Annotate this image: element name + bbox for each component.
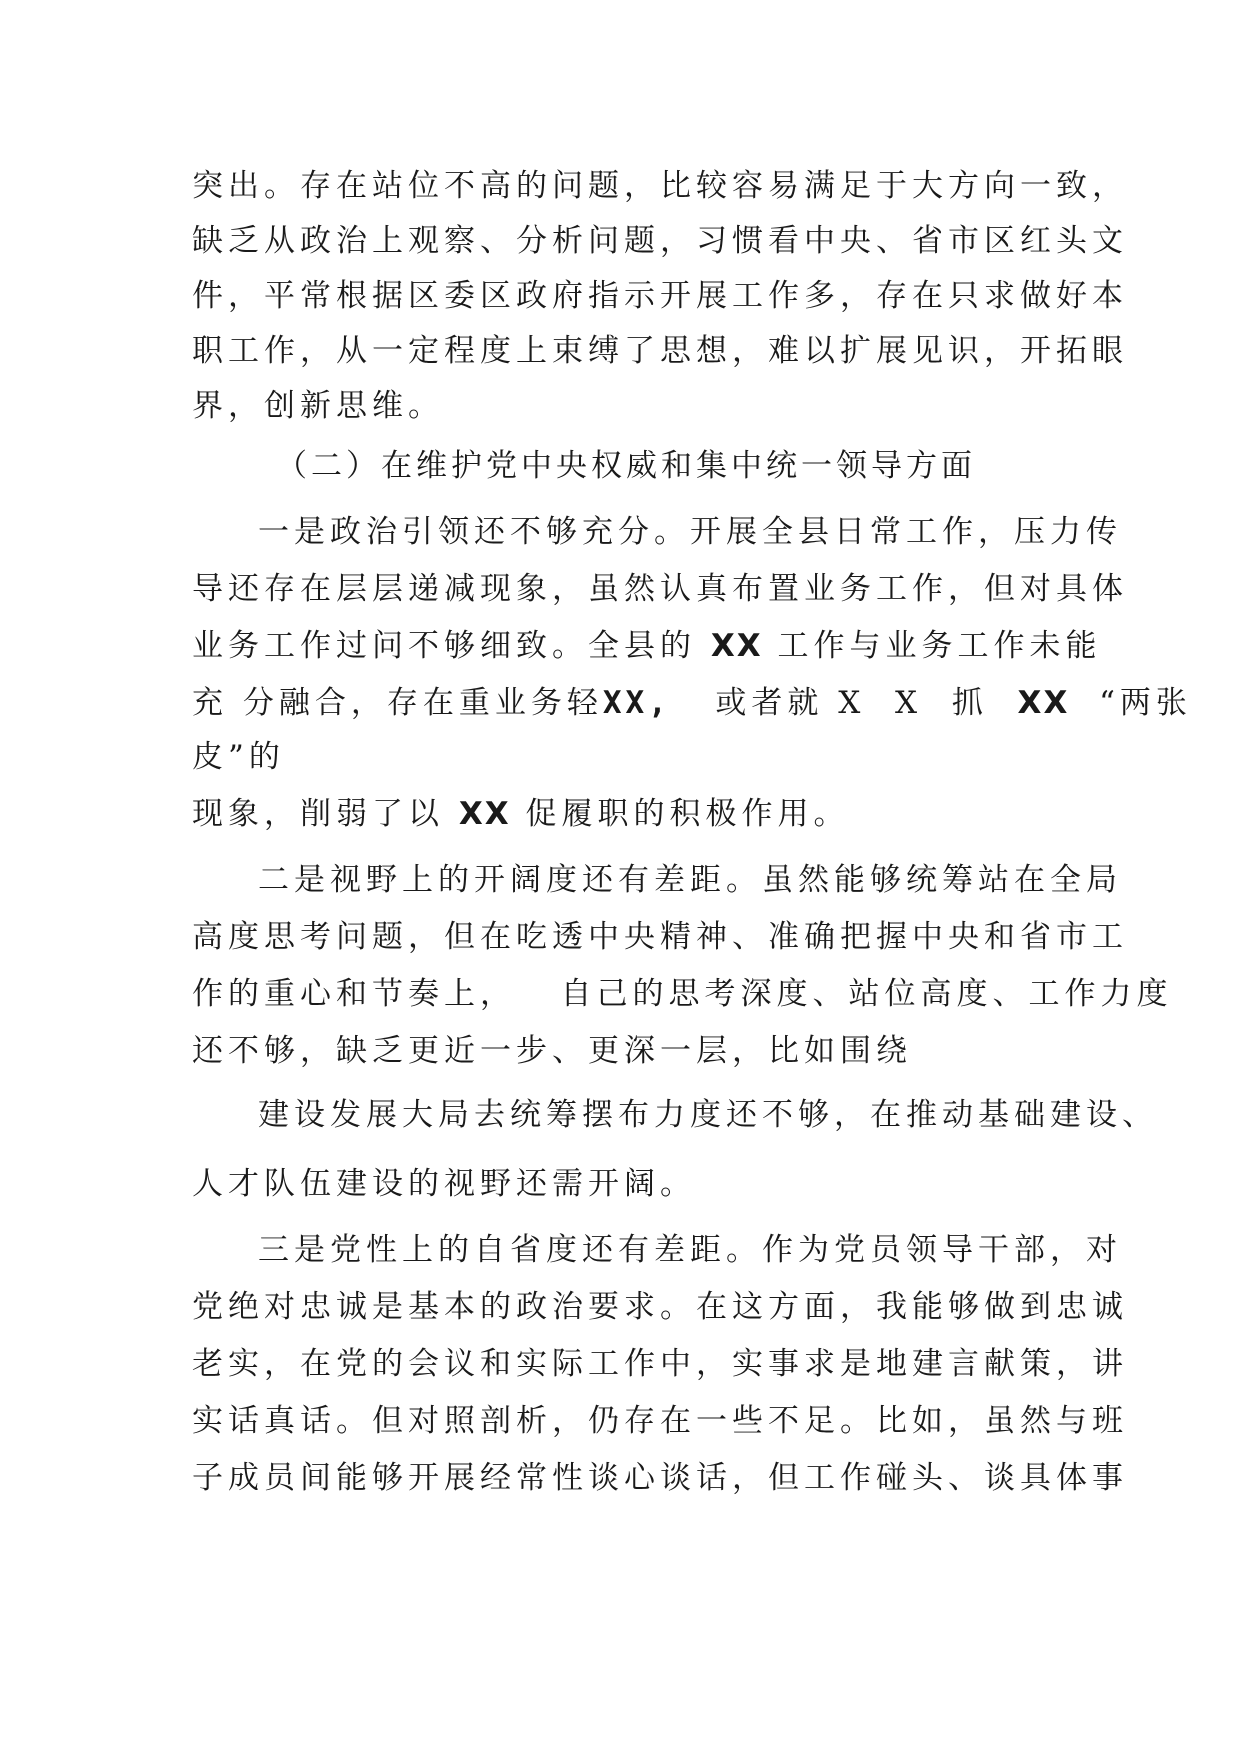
paragraph-2-line-1: 一是政治引领还不够充分。开展全县日常工作，压力传 [258,514,1122,550]
placeholder-xx: XX [458,796,511,832]
paragraph-2-line-5: 皮”的 [192,739,285,775]
paragraph-2-line-3 [192,626,1102,666]
paragraph-1-line-5: 界，创新思维。 [192,388,444,424]
paragraph-3-line-5: 建设发展大局去统筹摆布力度还不够，在推动基础建设、 [258,1097,1158,1133]
paragraph-1-line-1: 突出。存在站位不高的问题，比较容易满足于大方向一致， [192,168,1128,204]
paragraph-3-line-4: 还不够，缺乏更近一步、更深一层，比如围绕 [192,1033,912,1069]
paragraph-1-line-2: 缺乏从政治上观察、分析问题，习惯看中央、省市区红头文 [192,223,1128,259]
paragraph-4-line-3: 老实，在党的会议和实际工作中，实事求是地建言献策，讲 [192,1346,1128,1382]
paragraph-2-line-3-text-a: 业务工作过问不够细致。全县的 [192,628,711,664]
paragraph-2-line-4-text-c: 或者就 X X 抓 [670,685,1018,721]
paragraph-3-line-2: 高度思考问题，但在吃透中央精神、准确把握中央和省市工 [192,919,1128,955]
paragraph-4-line-2: 党绝对忠诚是基本的政治要求。在这方面，我能够做到忠诚 [192,1289,1128,1325]
paragraph-3-line-3: 作的重心和节奏上， 自己的思考深度、站位高度、工作力度 [192,976,1173,1012]
paragraph-1-line-3: 件，平常根据区委区政府指示开展工作多，存在只求做好本 [192,278,1128,314]
paragraph-4-line-1: 三是党性上的自省度还有差距。作为党员领导干部，对 [258,1232,1122,1268]
paragraph-2-line-4 [192,683,1192,723]
paragraph-2-line-6-text-c: 促履职的积极作用。 [510,796,850,832]
paragraph-2-line-3-text-c: 工作与业务工作未能 [762,628,1102,664]
placeholder-xx: XX [1017,685,1070,721]
paragraph-2-line-6-text-a: 现象，削弱了以 [192,796,459,832]
paragraph-2-line-4-text-e: “两张 [1069,685,1192,721]
section-heading-2: （二）在维护党中央权威和集中统一领导方面 [276,448,976,484]
paragraph-2-line-2: 导还存在层层递减现象，虽然认真布置业务工作，但对具体 [192,571,1128,607]
paragraph-4-line-4: 实话真话。但对照剖析，仍存在一些不足。比如，虽然与班 [192,1403,1128,1439]
paragraph-3-line-1: 二是视野上的开阔度还有差距。虽然能够统筹站在全局 [258,862,1122,898]
placeholder-xx-comma: XX, [602,685,671,721]
paragraph-3-line-6: 人才队伍建设的视野还需开阔。 [192,1166,696,1202]
placeholder-xx: XX [710,628,763,664]
paragraph-1-line-4: 职工作，从一定程度上束缚了思想，难以扩展见识，开拓眼 [192,333,1128,369]
paragraph-2-line-4-text-a: 充 分融合，存在重业务轻 [192,685,603,721]
paragraph-2-line-6 [192,794,850,834]
paragraph-4-line-5: 子成员间能够开展经常性谈心谈话，但工作碰头、谈具体事 [192,1460,1128,1496]
